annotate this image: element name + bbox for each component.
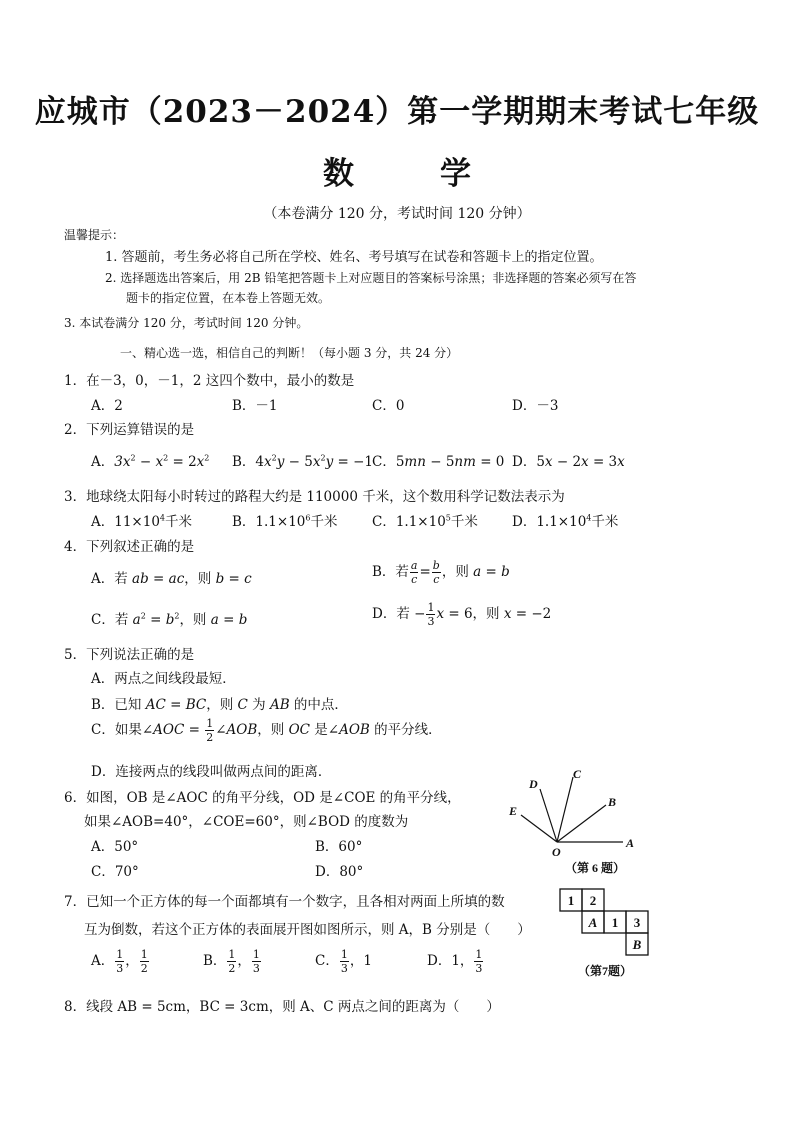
q6-option-c: C．70° — [91, 864, 139, 880]
label-b: B — [608, 795, 617, 809]
q8-stem: 8．线段 AB = 5cm，BC = 3cm，则 A、C 两点之间的距离为（ ） — [64, 999, 500, 1015]
q6-option-b: B．60° — [315, 839, 363, 855]
q1-option-c: C．0 — [372, 398, 405, 414]
q7-option-d: D．1， $\frac{1}{3}$ — [427, 948, 483, 975]
q3-option-c: C．$1.1\times 10^5$千米 — [372, 513, 478, 530]
q2-stem: 2．下列运算错误的是 — [64, 422, 195, 438]
q5-option-b: B．已知 AC = BC，则 C 为 AB 的中点． — [91, 697, 348, 713]
net-cell-b: B — [632, 937, 642, 952]
q3-option-b: B．$1.1\times 10^6$千米 — [232, 513, 338, 530]
q6-stem-1: 6．如图，OB 是∠AOC 的角平分线，OD 是∠COE 的角平分线， — [64, 790, 461, 806]
tips-heading: 温馨提示： — [64, 228, 125, 242]
q5-option-a: A．两点之间线段最短． — [91, 671, 236, 687]
q6-option-d: D．80° — [315, 864, 364, 880]
q1-option-a: A．2 — [91, 398, 123, 414]
net-cell-4: 3 — [633, 915, 641, 930]
q7-option-b: B． $\frac{1}{2}$ ， $\frac{1}{3}$ — [203, 948, 260, 975]
section-heading: 一、精心选一选，相信自己的判断！（每小题 3 分，共 24 分） — [120, 346, 459, 360]
q5-option-d: D．连接两点的线段叫做两点间的距离． — [91, 764, 332, 780]
label-a: A — [626, 836, 635, 850]
tip-item-3: 3. 本试卷满分 120 分，考试时间 120 分钟。 — [64, 316, 309, 330]
q6-caption: （第 6 题） — [565, 861, 626, 875]
ray-od — [540, 789, 557, 842]
net-cell-1: 1 — [567, 893, 575, 908]
q4-stem: 4．下列叙述正确的是 — [64, 539, 195, 555]
label-o: O — [552, 845, 561, 859]
q3-option-d: D．$1.1\times 10^4$千米 — [512, 513, 619, 530]
subject-char-2: 学 — [440, 156, 471, 192]
q1-option-b: B．－1 — [232, 398, 278, 414]
net-cell-3: 1 — [611, 915, 619, 930]
q4-option-b: B．若 $\frac{a}{c}$ = $\frac{b}{c}$ ，则 a = b — [372, 559, 510, 586]
q2-option-c: C．5mn − 5nm = 0 — [372, 454, 505, 470]
net-cell-a: A — [588, 915, 598, 930]
label-c: C — [573, 767, 582, 781]
q7-stem-1: 7．已知一个正方体的每一个面都填有一个数字，且各相对两面上所填的数 — [64, 894, 505, 910]
q3-option-a: A．$11\times 10^4$千米 — [91, 513, 193, 530]
q7-cube-net-figure — [555, 886, 655, 981]
label-e: E — [509, 804, 518, 818]
ray-oe — [521, 815, 557, 842]
q2-option-b: B．$4x^2y - 5x^2y = -1$ — [232, 453, 374, 470]
q6-option-a: A．50° — [91, 839, 139, 855]
q1-stem: 1．在－3，0，－1，2 这四个数中，最小的数是 — [64, 373, 355, 389]
q2-option-a: A．$3x^2 - x^2 = 2x^2$ — [91, 453, 210, 470]
q5-option-c: C．如果∠AOC = $\frac{1}{2}$ ∠AOB，则 OC 是∠AOB 的平分线． — [91, 717, 442, 744]
q7-option-a: A． $\frac{1}{3}$ ， $\frac{1}{2}$ — [91, 948, 148, 975]
q1-option-d: D．－3 — [512, 398, 559, 414]
q6-angle-figure — [500, 762, 650, 882]
q3-stem: 3．地球绕太阳每小时转过的路程大约是 110000 千米，这个数用科学记数法表示为 — [64, 489, 565, 505]
q4-option-a: A．若 ab = ac，则 b = c — [91, 571, 252, 587]
q4-option-d: D．若 − $\frac{1}{3}$ x = 6，则 x = −2 — [372, 601, 552, 628]
tip-item-2a: 2. 选择题选出答案后，用 2B 铅笔把答题卡上对应题目的答案标号涂黑；非选择题的答案必须写在答 — [105, 271, 637, 285]
subject-title — [0, 148, 794, 193]
tip-item-1: 1. 答题前，考生务必将自己所在学校、姓名、考号填写在试卷和答题卡上的指定位置。 — [105, 250, 603, 265]
q6-stem-2: 如果∠AOB=40°，∠COE=60°，则∠BOD 的度数为 — [84, 814, 409, 830]
tip-item-2b: 题卡的指定位置，在本卷上答题无效。 — [126, 291, 331, 305]
q4-option-c: C．若 $a^2 = b^2$，则 a = b — [91, 611, 248, 628]
q5-stem: 5．下列说法正确的是 — [64, 647, 195, 663]
q7-option-c: C． $\frac{1}{3}$ ，1 — [315, 948, 372, 975]
q7-caption: （第7题） — [577, 964, 633, 978]
label-d: D — [529, 777, 538, 791]
exam-title: 应城市（2023－2024）第一学期期末考试七年级 — [34, 94, 760, 130]
q7-stem-2: 互为倒数，若这个正方体的表面展开图如图所示，则 A，B 分别是（ ） — [84, 922, 531, 938]
exam-note: （本卷满分 120 分，考试时间 120 分钟） — [263, 206, 531, 222]
q2-option-d: D．5x − 2x = 3x — [512, 454, 625, 470]
net-cell-2: 2 — [589, 893, 597, 908]
subject-char-1: 数 — [323, 156, 354, 192]
